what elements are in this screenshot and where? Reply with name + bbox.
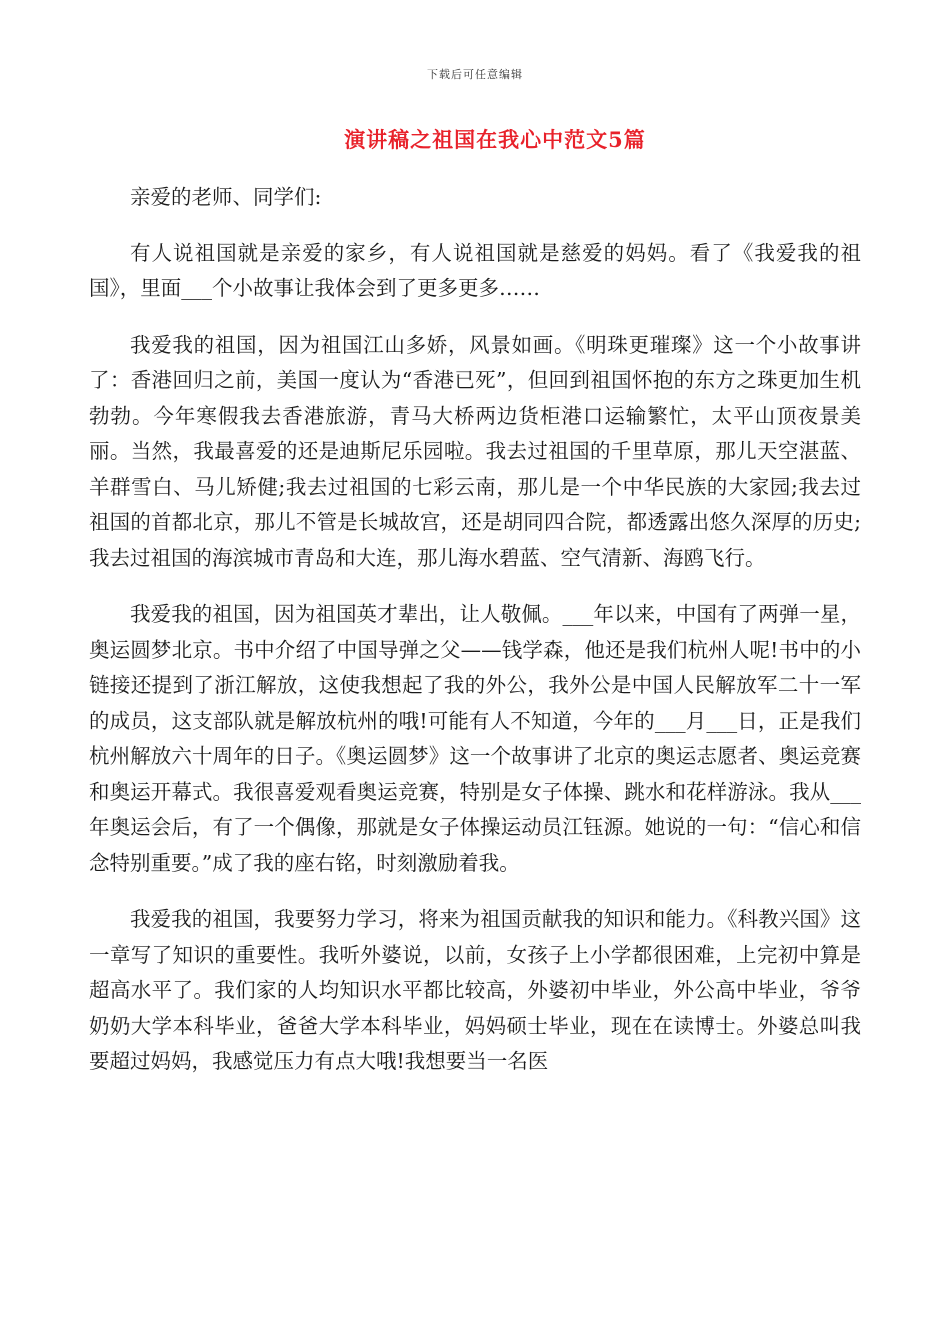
paragraph-talents: 我爱我的祖国，因为祖国英才辈出，让人敬佩。___年以来，中国有了两弹一星，奥运圆梦北京。书中介绍了中国导弹之父——钱学森，他还是我们杭州人呢!书中的小链接还提到了浙江解放，这使我想起了我的外公，我外公是中国人民解放军二十一军的成员，这支部队就是解放杭州的哦!可能有人不知道，今年的___月___日，正是我们杭州解放六十周年的日子。《奥运圆梦》这一个故事讲了北京的奥运志愿者、奥运竞赛和奥运开幕式。我很喜爱观看奥运竞赛，特别是女子体操、跳水和花样游泳。我从___年奥运会后，有了一个偶像，那就是女子体操运动员江钰源。她说的一句：“信心和信念特别重要。”成了我的座右铭，时刻激励着我。 (89, 602, 861, 875)
salutation: 亲爱的老师、同学们: (130, 185, 322, 209)
document-title: 演讲稿之祖国在我心中范文5篇 (344, 127, 646, 152)
paragraph-intro: 有人说祖国就是亲爱的家乡，有人说祖国就是慈爱的妈妈。看了《我爱我的祖国》，里面___个小故事让我体会到了更多更多…… (89, 240, 861, 300)
paragraph-study: 我爱我的祖国，我要努力学习，将来为祖国贡献我的知识和能力。《科教兴国》这一章写了知识的重要性。我听外婆说，以前，女孩子上小学都很困难，上完初中算是超高水平了。我们家的人均知识水平都比较高，外婆初中毕业，外公高中毕业，爷爷奶奶大学本科毕业，爸爸大学本科毕业，妈妈硕士毕业，现在在读博士。外婆总叫我要超过妈妈，我感觉压力有点大哦!我想要当一名医 (89, 907, 861, 1073)
header-note: 下载后可任意编辑 (427, 68, 523, 81)
document-body (89, 180, 861, 1101)
paragraph-scenery: 我爱我的祖国，因为祖国江山多娇，风景如画。《明珠更璀璨》这一个小故事讲了：香港回归之前，美国一度认为“香港已死”，但回到祖国怀抱的东方之珠更加生机勃勃。今年寒假我去香港旅游，青马大桥两边货柜港口运输繁忙，太平山顶夜景美丽。当然，我最喜爱的还是迪斯尼乐园啦。我去过祖国的千里草原，那儿天空湛蓝、羊群雪白、马儿矫健;我去过祖国的七彩云南，那儿是一个中华民族的大家园;我去过祖国的首都北京，那儿不管是长城故宫，还是胡同四合院，都透露出悠久深厚的历史;我去过祖国的海滨城市青岛和大连，那儿海水碧蓝、空气清新、海鸥飞行。 (89, 332, 861, 570)
